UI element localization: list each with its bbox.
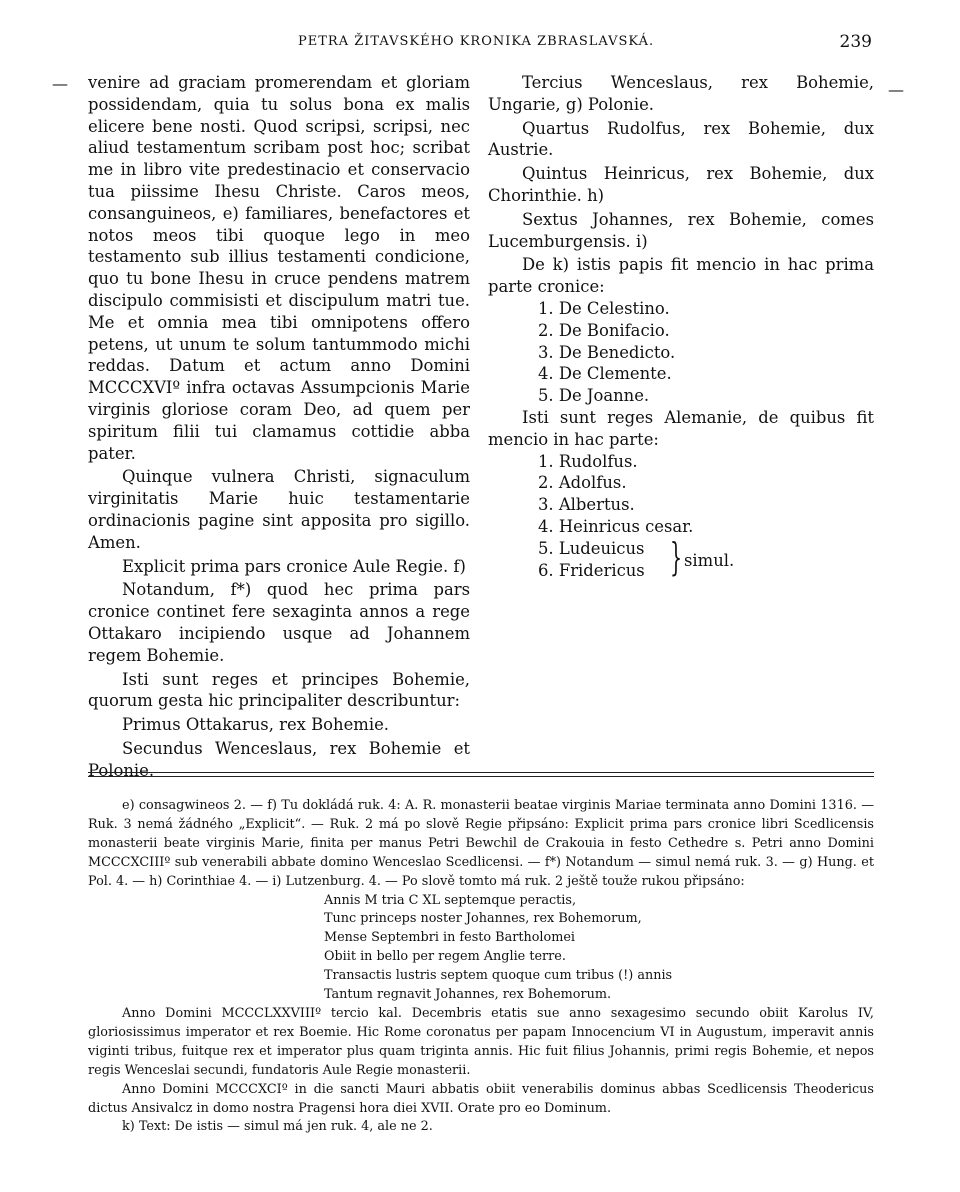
paragraph: Isti sunt reges et principes Bohemie, quorum gesta hic principaliter describuntur: [88,669,470,711]
paragraph: Primus Ottakarus, rex Bohemie. [122,715,389,735]
list-item: 3. De Benedicto. [538,342,676,362]
verse-block [88,892,874,1005]
verse-line: Tunc princeps noster Johannes, rex Bohemorum, [324,911,642,927]
verse-line: Obiit in bello per regem Anglie terre. [324,949,566,965]
verse-line: Tantum regnavit Johannes, rex Bohemorum. [324,987,612,1003]
verse-line: Transactis lustris septem quoque cum tribus (!) annis [324,968,673,984]
kings-list [488,451,874,538]
list-item: 1. De Celestino. [538,298,670,318]
paragraph: venire ad graciam promerendam et gloriam possidendam, quia tu solus bona ex malis elicere bene nosti. Quod scripsi, scripsi, nec aliud testamentum scribam post hoc; scribat me in libro vite predestinacio et conservacio tua piissime Ihesu Christe. Caros meos, consanguineos, e) familiares, benefactores et notos meos tibi quoque lego in meo testamento sub illius testamenti condicione, quo tu bone Ihesu in cruce pendens matrem discipulo commisisti et discipulum matri tue. Me et omnia mea tibi omnipotens offero petens, ut unum te solum tantummodo michi reddas. Datum et actum anno Domini MCCCXVIº infra octavas Assumpcionis Marie virginis gloriose coram Deo, ad quem per spiritum filii tui clamamus cottidie abba pater. [88,73,470,463]
list-item: 4. Heinricus cesar. [538,516,694,536]
list-item: 6. Fridericus [538,560,645,580]
verse-line: Mense Septembri in festo Bartholomei [324,930,576,946]
paragraph: Explicit prima pars cronice Aule Regie. f) [122,556,466,576]
footnote-separator [88,776,874,777]
paragraph: Quartus Rudolfus, rex Bohemie, dux Austrie. [488,118,874,160]
paragraph: Sextus Johannes, rex Bohemie, comes Lucemburgensis. i) [488,209,874,251]
footnotes [88,797,874,1137]
simul-group [488,534,874,584]
paragraph: Tercius Wenceslaus, rex Bohemie, Ungarie, g) Polonie. [488,73,874,114]
list-item: 2. Adolfus. [538,473,627,493]
list-item: 5. Ludeuicus [538,538,645,558]
simul-label: simul. [684,550,735,570]
list-item: 1. Rudolfus. [538,451,638,471]
paragraph: Notandum, f*) quod hec prima pars cronice continet fere sexaginta annos a rege Ottakaro incipiendo usque ad Johannem regem Bohemie. [88,580,470,665]
verse-line: Annis M tria C XL septemque peractis, [324,892,577,908]
paragraph: Isti sunt reges Alemanie, de quibus fit mencio in hac parte: [488,407,874,449]
list-item: 2. De Bonifacio. [538,320,670,340]
footnote: Anno Domini MCCCXCIº in die sancti Mauri abbatis obiit venerabilis dominus abbas Scedlicensis Theodericus dictus Ansivalcz in domo nostra Pragensi hora diei XVII. Orate pro eo Dominum. [88,1081,874,1116]
line-continuation-dash: — [52,74,68,93]
page-header [0,34,960,56]
list-item: 3. Albertus. [538,495,635,515]
footnote-separator [88,772,874,773]
list-item: 4. De Clemente. [538,364,672,384]
paragraph: Quintus Heinricus, rex Bohemie, dux Chorinthie. h) [488,164,874,205]
brace: } [670,534,683,579]
left-column [88,72,470,782]
right-column [488,72,874,584]
footnote: k) Text: De istis — simul má jen ruk. 4, ale ne 2. [122,1119,433,1135]
popes-list [488,298,874,407]
running-title: PETRA ŽITAVSKÉHO KRONIKA ZBRASLAVSKÁ. [298,34,655,49]
page-number: 239 [839,32,872,52]
list-item: 5. De Joanne. [538,386,650,406]
paragraph: De k) istis papis fit mencio in hac prima parte cronice: [488,255,874,297]
paragraph: Quinque vulnera Christi, signaculum virginitatis Marie huic testamentarie ordinacionis pagine sint apposita pro sigillo. Amen. [88,467,470,552]
paragraph: Secundus Wenceslaus, rex Bohemie et Polonie. [88,738,470,780]
footnote: Anno Domini MCCCLXXVIIIº tercio kal. Decembris etatis sue anno sexagesimo secundo obiit Karolus IV, gloriosissimus imperator et rex Boemie. Hic Rome coronatus per papam Innocencium VI in Augustum, imperavit annis viginti tribus, fuitque rex et imperator plus quam triginta annis. Hic fuit filius Johannis, primi regis Bohemie, et nepos regis Wenceslai secundi, fundatoris Aule Regie monasterii. [88,1005,874,1078]
footnote: e) consagwineos 2. — f) Tu dokládá ruk. 4: A. R. monasterii beatae virginis Mariae terminata anno Domini 1316. — Ruk. 3 nemá žádného „Explicit“. — Ruk. 2 má po slově Regie připsáno: Explicit prima pars cronice libri Scedlicensis monasterii beate virginis Marie, finita per manus Petri Bewchil de Crakouia in festo Cethedre s. Petri anno Domini MCCCXCIIIº sub venerabili abbate domino Wenceslao Scedlicensi. — f*) Notandum — simul nemá ruk. 3. — g) Hung. et Pol. 4. — h) Corinthiae 4. — i) Lutzenburg. 4. — Po slově tomto má ruk. 2 ještě touže rukou připsáno: [88,798,874,889]
line-continuation-dash: — [888,80,904,99]
